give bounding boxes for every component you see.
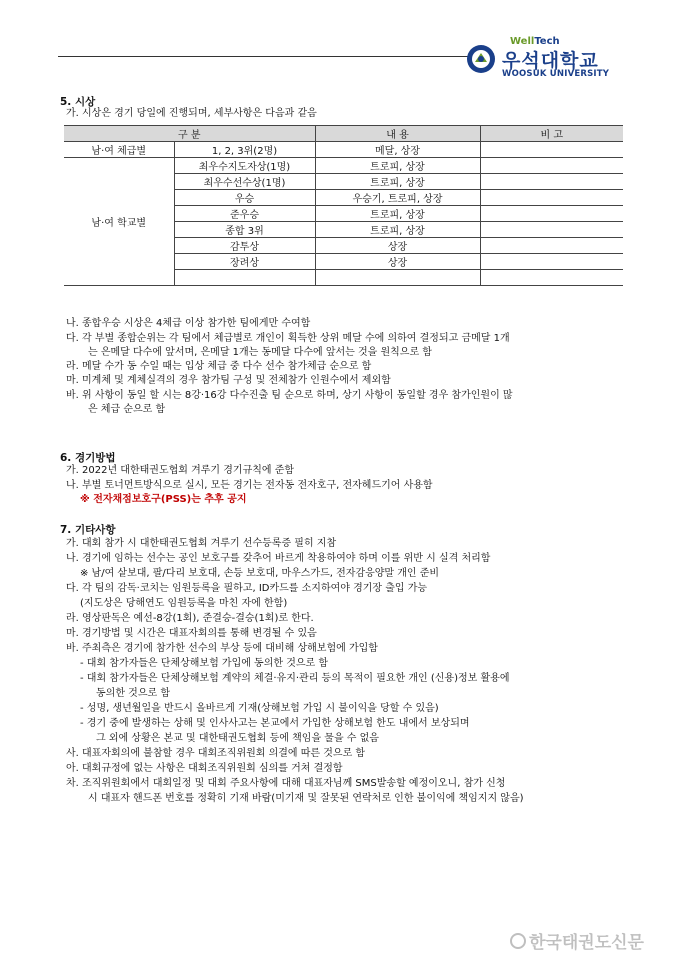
sec5-item-da-cont: 는 은메달 다수에 앞서며, 은메달 1개는 동메달 다수에 앞서는 것을 원칙으로 함 [88,347,432,358]
row-item: 준우승 [174,206,315,222]
sec7-item-ba-sub: - 대회 참가자들은 단체상해보험 계약의 체결·유지·관리 등의 목적이 필요한 개인 (신용)정보 활용에 [80,673,510,684]
row-item: 1, 2, 3위(2명) [174,142,315,158]
university-emblem-icon [466,44,496,74]
sec6-item-ga: 가. 2022년 대한태권도협회 겨루기 경기규칙에 준함 [66,465,295,476]
row-note [480,174,623,190]
row-item: 우승 [174,190,315,206]
table-row [64,158,623,174]
sec7-item-ga: 가. 대회 참가 시 대한태권도협회 겨루기 선수등록증 필히 지참 [66,538,337,549]
section-7-title: 7. 기타사항 [60,524,116,536]
sec5-item-da: 다. 각 부별 종합순위는 각 팀에서 체급별로 개인이 획득한 상위 메달 수에 의하여 결정되고 금메달 1개 [66,333,510,344]
row-note [480,238,623,254]
sec5-item-ba: 바. 위 사항이 동일 할 시는 8강·16강 다수진출 팀 순으로 하며, 상기 사항이 동일할 경우 참가인원이 많 [66,390,513,401]
sec7-item-sa: 사. 대표자회의에 불참할 경우 대회조직위원회 의결에 따른 것으로 함 [66,748,366,759]
row-item: 감투상 [174,238,315,254]
header-rule [58,56,468,57]
row-note [480,222,623,238]
sec5-item-ga: 가. 시상은 경기 당일에 진행되며, 세부사항은 다음과 같음 [66,108,317,119]
sec7-item-ba: 바. 주최측은 경기에 참가한 선수의 부상 등에 대비해 상해보험에 가입함 [66,643,378,654]
row-note [480,158,623,174]
table-row [64,142,623,158]
sec7-item-na: 나. 경기에 임하는 선수는 공인 보호구를 갖추어 바르게 착용하여야 하며 이를 위반 시 실격 처리함 [66,553,491,564]
sec7-item-ra: 라. 영상판독은 예선-8강(1회), 준결승-결승(1회)로 한다. [66,613,314,624]
logo-welltech: WellTech [510,36,560,47]
sec7-item-cha: 차. 조직위원회에서 대회일정 및 대회 주요사항에 대해 대표자님께 SMS발송할 예정이오니, 참가 신청 [66,778,506,789]
sec7-item-ba-sub: - 대회 참가자들은 단체상해보험 가입에 동의한 것으로 함 [80,658,329,669]
row-note [480,254,623,270]
sec7-item-da-note: (지도상은 당해연도 임원등록을 마친 자에 한함) [80,598,288,609]
sec5-item-ra: 라. 메달 수가 동 수일 때는 입상 체급 중 다수 선수 참가체급 순으로 함 [66,361,372,372]
sec7-item-ba-sub: - 경기 중에 발생하는 상해 및 인사사고는 본교에서 가입한 상해보험 한도 내에서 보상되며 [80,718,470,729]
section-5-title: 5. 시상 [60,96,96,108]
row-note [480,190,623,206]
section-6-title: 6. 경기방법 [60,452,116,464]
sec7-item-na-note: ※ 남/여 샅보대, 팔/다리 보호대, 손등 보호대, 마우스가드, 전자감응양말 개인 준비 [80,568,440,579]
university-logo [466,36,616,82]
row-item [174,270,315,286]
row-item: 종합 3위 [174,222,315,238]
row-content: 메달, 상장 [315,142,480,158]
row-content: 트로피, 상장 [315,206,480,222]
row-content: 우승기, 트로피, 상장 [315,190,480,206]
col-header-note: 비 고 [480,126,623,142]
sec5-item-ba-cont: 은 체급 순으로 함 [88,404,166,415]
newspaper-watermark: 한국태권도신문 [510,928,644,953]
table-header-row [64,126,623,142]
logo-korean-name: 우석대학교 [502,50,599,72]
sec7-item-ba-sub: - 성명, 생년월일을 반드시 올바르게 기재(상해보험 가입 시 불이익을 당할 수 있음) [80,703,439,714]
watermark-logo-icon [510,933,526,949]
sec7-item-ba-sub-cont: 그 외에 상황은 본교 및 대한태권도협회 등에 책임을 물을 수 없음 [96,733,379,744]
row-item: 최우수지도자상(1명) [174,158,315,174]
row-content: 트로피, 상장 [315,174,480,190]
logo-english-name: WOOSUK UNIVERSITY [502,69,610,79]
sec7-item-ba-sub-cont: 동의한 것으로 함 [96,688,170,699]
sec7-item-ma: 마. 경기방법 및 시간은 대표자회의를 통해 변경될 수 있음 [66,628,317,639]
row-note [480,206,623,222]
sec7-item-da: 다. 각 팀의 감독·코치는 임원등록을 필하고, ID카드를 소지하여야 경기장 출입 가능 [66,583,428,594]
sec6-item-na: 나. 부별 토너먼트방식으로 실시, 모든 경기는 전자동 전자호구, 전자헤드기어 사용함 [66,480,433,491]
sec6-pss-note: ※ 전자채점보호구(PSS)는 추후 공지 [80,494,247,505]
row-content: 상장 [315,254,480,270]
row-item: 장려상 [174,254,315,270]
sec5-item-ma: 마. 미계체 및 계체실격의 경우 참가팀 구성 및 전체참가 인원수에서 제외함 [66,375,391,386]
row-content: 상장 [315,238,480,254]
sec7-item-ah: 아. 대회규정에 없는 사항은 대회조직위원회 심의를 거쳐 결정함 [66,763,343,774]
row-group: 남·여 학교별 [64,158,174,286]
row-content: 트로피, 상장 [315,222,480,238]
row-note [480,142,623,158]
sec5-item-na: 나. 종합우승 시상은 4체급 이상 참가한 팀에게만 수여함 [66,318,311,329]
row-item: 최우수선수상(1명) [174,174,315,190]
row-note [480,270,623,286]
row-content: 트로피, 상장 [315,158,480,174]
row-group: 남·여 체급별 [64,142,174,158]
sec7-item-cha-cont: 시 대표자 핸드폰 번호를 정확히 기재 바람(미기재 및 잘못된 연락처로 인한 불이익에 책임지지 않음) [88,793,524,804]
col-header-category: 구 분 [64,126,315,142]
col-header-content: 내 용 [315,126,480,142]
award-table [64,125,623,286]
row-content [315,270,480,286]
